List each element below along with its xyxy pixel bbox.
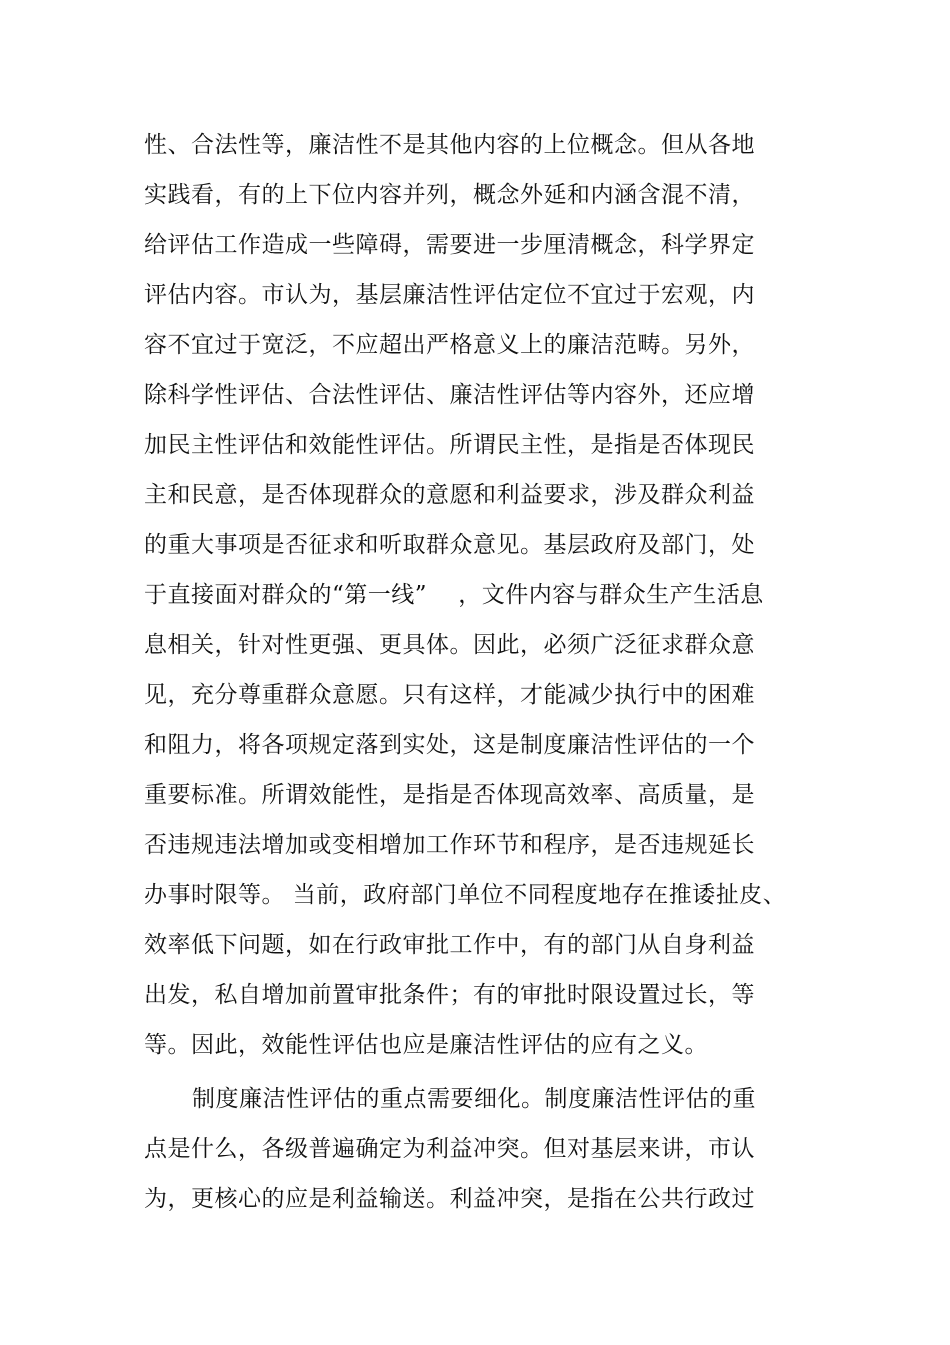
text-line-17: 效率低下问题，如在行政审批工作中，有的部门从自身利益 <box>144 932 755 958</box>
text-line-19: 等。因此，效能性评估也应是廉洁性评估的应有之义。 <box>144 1032 708 1058</box>
text-line-3: 给评估工作造成一些障碍，需要进一步厘清概念，科学界定 <box>144 232 755 258</box>
text-line-8: 主和民意，是否体现群众的意愿和利益要求，涉及群众利益 <box>144 482 755 508</box>
text-line-2: 实践看，有的上下位内容并列，概念外延和内涵含混不清， <box>144 182 755 208</box>
text-line-6: 除科学性评估、合法性评估、廉洁性评估等内容外，还应增 <box>144 382 755 408</box>
text-line-1: 性、合法性等，廉洁性不是其他内容的上位概念。但从各地 <box>144 132 755 158</box>
document-body <box>144 120 787 1224</box>
text-line-11: 息相关，针对性更强、更具体。因此，必须广泛征求群众意 <box>144 632 755 658</box>
text-line-18: 出发，私自增加前置审批条件；有的审批时限设置过长，等 <box>144 982 755 1008</box>
text-line-5: 容不宜过于宽泛，不应超出严格意义上的廉洁范畴。另外， <box>144 332 755 358</box>
text-line-13: 和阻力，将各项规定落到实处，这是制度廉洁性评估的一个 <box>144 732 755 758</box>
text-line-21: 点是什么，各级普遍确定为利益冲突。但对基层来讲，市认 <box>144 1136 755 1162</box>
text-line-15: 否违规违法增加或变相增加工作环节和程序，是否违规延长 <box>144 832 755 858</box>
text-line-14: 重要标准。所谓效能性，是指是否体现高效率、高质量，是 <box>144 782 755 808</box>
text-line-22: 为，更核心的应是利益输送。利益冲突，是指在公共行政过 <box>144 1186 755 1212</box>
text-line-10: 于直接面对群众的“第一线” ，文件内容与群众生产生活息 <box>144 582 764 608</box>
text-line-16: 办事时限等。 当前，政府部门单位不同程度地存在推诿扯皮、 <box>144 882 787 908</box>
text-line-9: 的重大事项是否征求和听取群众意见。基层政府及部门，处 <box>144 532 755 558</box>
text-line-12: 见，充分尊重群众意愿。只有这样，才能减少执行中的困难 <box>144 682 755 708</box>
text-line-4: 评估内容。市认为，基层廉洁性评估定位不宜过于宏观，内 <box>144 282 755 308</box>
text-line-7: 加民主性评估和效能性评估。所谓民主性，是指是否体现民 <box>144 432 755 458</box>
text-line-20: 制度廉洁性评估的重点需要细化。制度廉洁性评估的重 <box>192 1086 756 1112</box>
